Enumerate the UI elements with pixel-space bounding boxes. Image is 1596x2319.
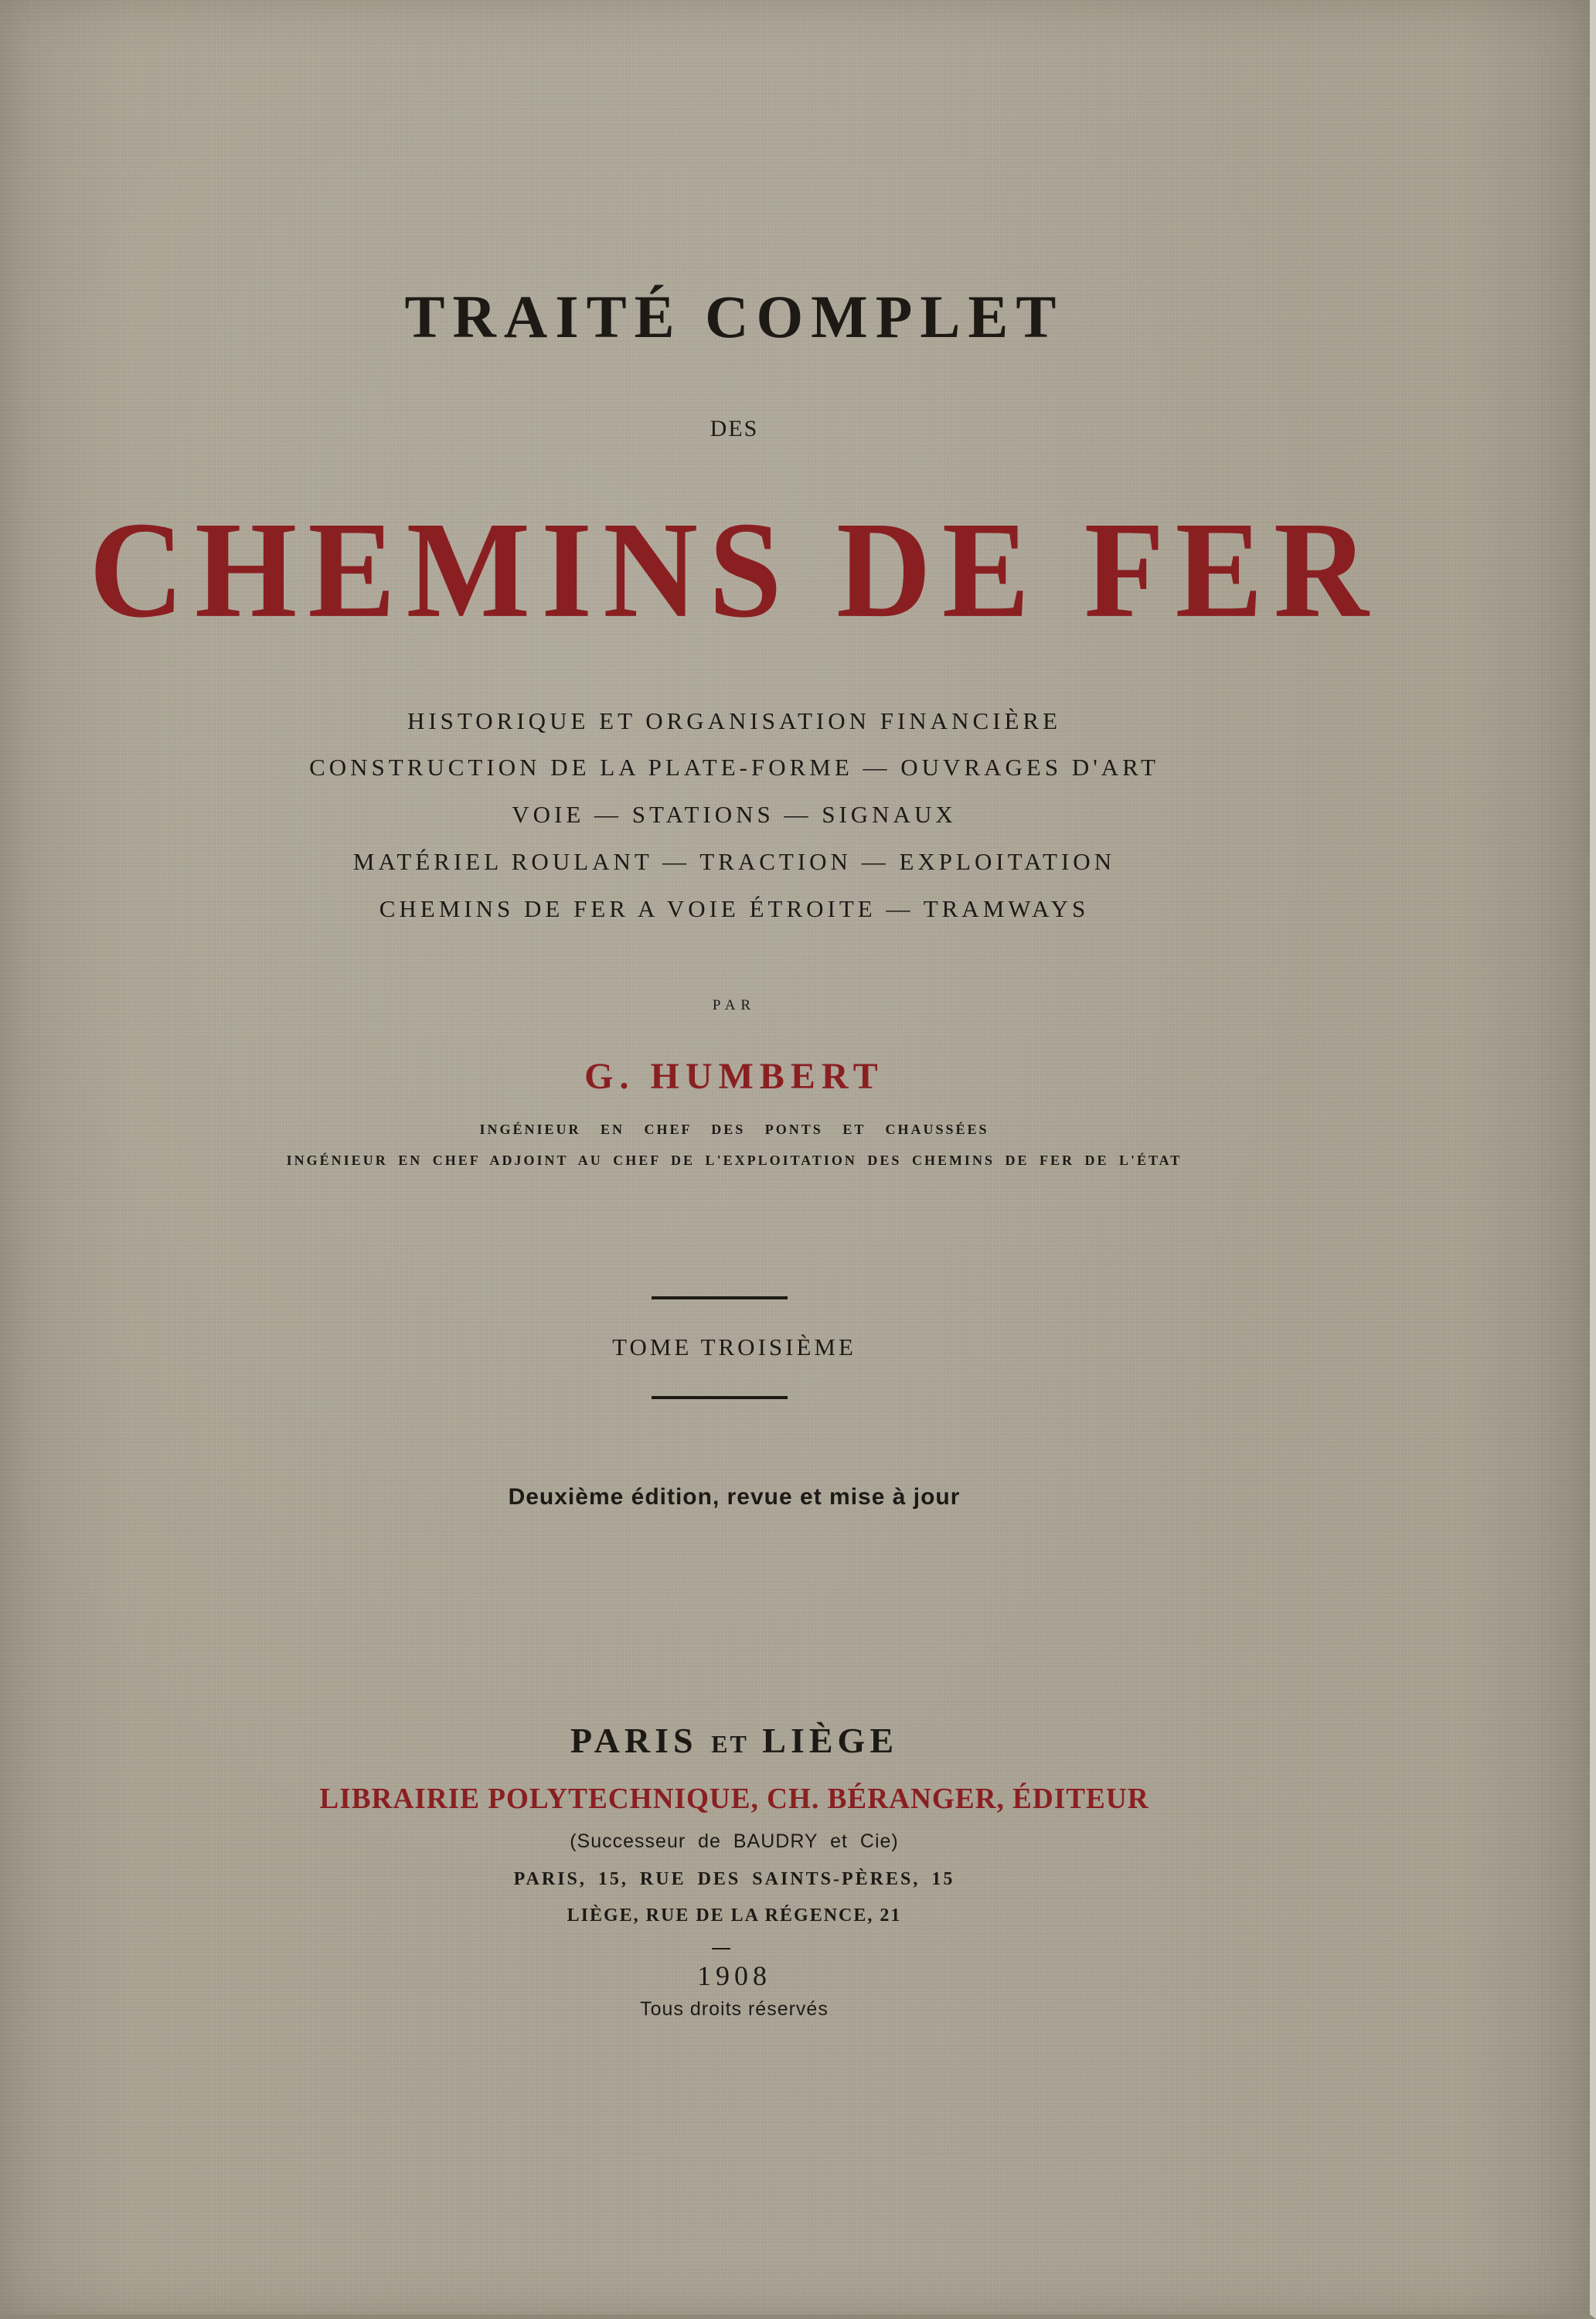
publication-place — [0, 1720, 1468, 1761]
subject-line: VOIE — STATIONS — SIGNAUX — [512, 801, 957, 828]
volume-label: TOME TROISIÈME — [612, 1333, 856, 1360]
publisher-successor: (Successeur de BAUDRY et Cie) — [570, 1830, 899, 1852]
title-top: TRAITÉ COMPLET — [404, 283, 1064, 350]
subject-line: CONSTRUCTION DE LA PLATE-FORME — OUVRAGES D'ART — [309, 754, 1159, 781]
publisher-name: LIBRAIRIE POLYTECHNIQUE, CH. BÉRANGER, ÉDITEUR — [319, 1783, 1149, 1815]
author-name: G. HUMBERT — [584, 1056, 884, 1097]
subject-line: CHEMINS DE FER A VOIE ÉTROITE — TRAMWAYS — [379, 895, 1090, 922]
address-paris: PARIS, 15, RUE DES SAINTS-PÈRES, 15 — [513, 1869, 955, 1889]
divider-rule — [652, 1296, 788, 1299]
author-credential: INGÉNIEUR EN CHEF ADJOINT AU CHEF DE L'EXPLOITATION DES CHEMINS DE FER DE L'ÉTAT — [286, 1153, 1183, 1168]
rights-notice: Tous droits réservés — [640, 1998, 829, 2020]
subject-line: HISTORIQUE ET ORGANISATION FINANCIÈRE — [407, 707, 1062, 734]
divider-rule — [652, 1396, 788, 1399]
publication-year: 1908 — [697, 1960, 771, 1991]
year-dash — [712, 1948, 730, 1950]
place-city-paris: PARIS — [570, 1721, 698, 1760]
place-connector: ET — [711, 1730, 749, 1758]
by-label: PAR — [712, 997, 757, 1013]
main-title: CHEMINS DE FER — [89, 493, 1380, 646]
address-liege: LIÈGE, RUE DE LA RÉGENCE, 21 — [567, 1905, 902, 1926]
title-connector: DES — [710, 416, 759, 441]
author-credential: INGÉNIEUR EN CHEF DES PONTS ET CHAUSSÉES — [479, 1122, 989, 1137]
subject-line: MATÉRIEL ROULANT — TRACTION — EXPLOITATION — [352, 848, 1116, 875]
place-city-liege: LIÈGE — [762, 1721, 899, 1760]
edition-note: Deuxième édition, revue et mise à jour — [508, 1484, 961, 1510]
